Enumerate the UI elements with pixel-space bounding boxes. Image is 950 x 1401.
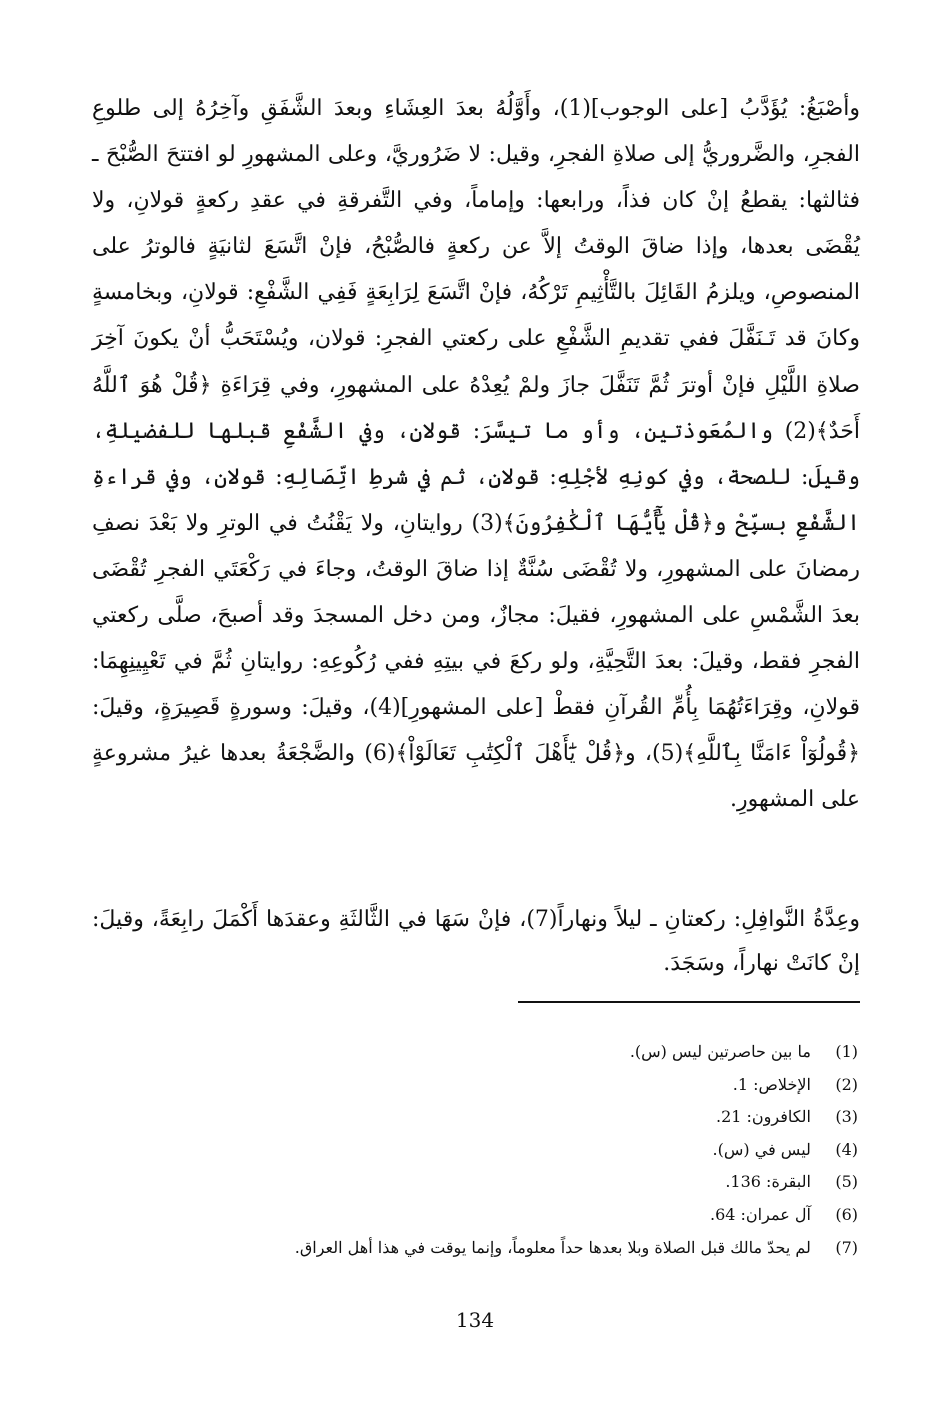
footnote-text: آل عمران: 64. [710, 1204, 811, 1224]
footnote-number: (1) [835, 1042, 858, 1061]
footnote-number: (4) [835, 1139, 858, 1159]
footnote-item [90, 1199, 858, 1232]
footnote-text: لم يحدّ مالك قبل الصلاة وبلا بعدها حداً معلوماً، وإنما يوقت في هذا أهل العراق. [294, 1237, 811, 1257]
footnote-item [90, 1232, 858, 1265]
footnote-number: (3) [835, 1107, 858, 1127]
footnote-item [90, 1036, 858, 1069]
footnote-number: (7) [835, 1237, 858, 1257]
footnote-text: الكافرون: 21. [715, 1107, 811, 1127]
footnote-separator [518, 1001, 860, 1003]
footnote-text: البقرة: 136. [725, 1172, 811, 1192]
main-paragraph [92, 86, 860, 824]
footnote-text: ليس في (س). [712, 1139, 811, 1159]
nawafil-paragraph-text: وعِدَّةُ النَّوافِلِ: ركعتانِ ـ ليلاً ونهاراً(7)، فإنْ سَهَا في الثَّالثَةِ وعقدَها أَكْمَلَ رابِعَةً، وقيلَ: إنْ كانَتْ نهاراً، وسَجَدَ. [92, 907, 860, 976]
footnote-item [90, 1101, 858, 1134]
footnote-number: (2) [835, 1074, 858, 1094]
footnotes-list [90, 1036, 858, 1264]
page-number: 134 [455, 1308, 495, 1332]
footnote-number: (6) [835, 1204, 858, 1224]
main-paragraph-text: وأصْبَغُ: يُؤَدَّبُ [على الوجوب](1)، وأَوَّلُهُ بعدَ العِشَاءِ وبعدَ الشَّفَقِ وآخِرُهُ إلى طلوعِ الفجرِ، والضَّروريُّ إلى صلاةِ الفجرِ، وقيل: لا ضَرُوريَّ، وعلى المشهورِ لو افتتحَ الصُّبْحَ ـ فثالثها: يقطعُ إنْ كان فذاً، ورابعها: وإماماً، وفي التَّفرقةِ في عقدِ ركعةٍ قولانِ، ولا يُقْضَى بعدها، وإذا ضاقَ الوقتُ إلاَّ عن ركعةٍ فالصُّبْحُ، فإنْ اتَّسَعَ لثانيَةٍ فالوترُ على المنصوصِ، ويلزمُ القَائِلَ بالتَّأْثِيمِ تَرْكُهُ، فإنْ اتَّسَعَ لِرَابِعَةٍ فَفِي الشَّفْعِ: قولانِ، وبخامسةٍ وكانَ قد تَـنَفَّلَ ففي تقديمِ الشَّفْعِ على ركعتي الفجرِ: قولان، ويُسْتَحَبُّ أنْ يكونَ آخِرَ صلاةِ اللَّيْلِ فإنْ أوترَ ثُمَّ تَنَفَّلَ جازَ ولمْ يُعِدْهُ على المشهورِ، وفي قِرَاءَةِ ﴿قُلْ هُوَ ٱللَّهُ أَحَدٌ﴾(2) والمُعَوذتين، وأو ما تيسَّرَ: قولانِ، وفي الشَّفْعِ قبلها للفضيلةِ، وقيلَ: للصحة، وفي كونِهِ لأجْلِهِ: قولانِ، ثم في شرطِ اتِّصَالِهِ: قولان، وفي قراءةِ الشَّفْعِ بسبِّحْ و﴿قُلْ يَٰٓأَيُّهَا ٱلْكَٰفِرُونَ﴾(3) روايتانِ، ولا يَقْنُتُ في الوترِ ولا بَعْدَ نصفِ رمضانَ على المشهورِ، ولا تُقْضَى سُنَّةٌ إذا ضاقَ الوقتُ، وجاءَ في رَكْعَتَي الفجرِ تُقْضَى بعدَ الشَّمْسِ على المشهورِ، فقيلَ: مجازٌ، ومن دخل المسجدَ وقد أصبحَ، صلَّى ركعتي الفجرِ فقط، وقيلَ: بعدَ التَّحِيَّةِ، ولو ركعَ في بيتِهِ ففي رُكُوعِهِ: روايتانِ ثُمَّ في تَعْيِينِهِمَا: قولانِ، وقِرَاءَتُهُمَا بِأُمِّ القُرآنِ فقطْ [على المشهورِ](4)، وقيلَ: وسورةٍ قَصِيرَةٍ، وقيلَ: ﴿قُولُوٓاْ ءَامَنَّا بِٱللَّهِ﴾(5)، و﴿قُلْ يَٰٓأَهْلَ ٱلْكِتَٰبِ تَعَالَوْاْ﴾(6) والضَّجْعَةُ بعدها غيرُ مشروعةٍ على المشهورِ. [92, 96, 861, 813]
nawafil-paragraph [92, 898, 860, 986]
footnote-item [90, 1069, 858, 1102]
footnote-number: (5) [835, 1172, 858, 1192]
footnote-text: ما بين حاصرتين ليس (س). [629, 1042, 811, 1061]
footnote-item [90, 1134, 858, 1167]
footnote-text: الإخلاص: 1. [732, 1074, 811, 1094]
footnote-item [90, 1166, 858, 1199]
